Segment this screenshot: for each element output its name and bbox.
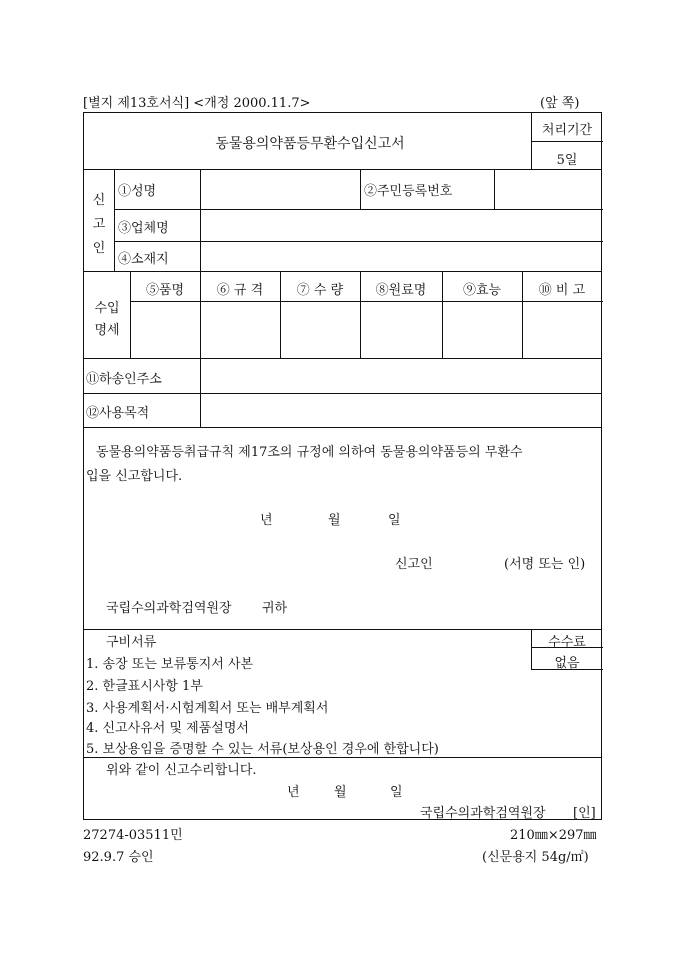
import-details-label-1: 수입 [94,301,120,316]
form-title: 동물용의약품등무환수입신고서 [215,136,405,152]
column-specification: ⑥ 규 격 [216,283,264,298]
form-number: [별지 제13호서식] <개정 2000.11.7> [83,96,311,111]
required-documents-title: 구비서류 [106,635,157,650]
official-seal-mark: [인] [573,806,596,821]
import-details-label-2: 명세 [94,323,120,338]
declaration-line-1: 동물용의약품등취급규칙 제17조의 규정에 의하여 동물용의약품등의 무환수 [96,445,523,460]
page-side: (앞 쪽) [540,96,580,111]
acceptance-text: 위와 같이 신고수리합니다. [106,763,257,778]
processing-period-value: 5일 [556,153,578,168]
acceptance-date-year: 년 [287,785,300,800]
signature-instruction: (서명 또는 인) [504,557,586,572]
purpose-label: ⑫사용목적 [86,406,150,421]
applicant-label-2: 고 [92,217,106,232]
column-quantity: ⑦ 수 량 [296,283,344,298]
paper-size: 210㎜×297㎜ [510,828,597,843]
declaration-date-month: 월 [328,513,341,528]
acceptance-date-day: 일 [390,785,403,800]
column-efficacy: ⑨효능 [462,283,502,298]
applicant-label-3: 인 [92,241,106,256]
column-remarks: ⑩ 비 고 [538,283,586,298]
document-item-1: 1. 송장 또는 보류통지서 사본 [86,657,254,672]
column-product-name: ⑤품명 [145,283,185,298]
document-item-4: 4. 신고사유서 및 제품설명서 [86,721,249,736]
processing-period-label: 처리기간 [541,123,593,138]
name-label: ①성명 [118,184,157,199]
shipper-address-label: ⑪하송인주소 [86,372,162,387]
resident-number-label: ②주민등록번호 [364,184,453,199]
form-code: 27274-03511민 [83,828,183,843]
acceptance-authority: 국립수의과학검역원장 [420,806,546,821]
column-raw-material: ⑧원료명 [375,283,427,298]
approval-date: 92.9.7 승인 [83,850,154,865]
declaration-line-2: 입을 신고합니다. [86,469,183,484]
declaration-date-day: 일 [388,513,401,528]
declaration-form [83,112,602,820]
paper-type: (신문용지 54g/㎡) [482,850,589,865]
applicant-signature-label: 신고인 [395,557,433,572]
document-item-3: 3. 사용계획서·시험계획서 또는 배부계획서 [86,701,329,716]
address-label: ④소재지 [118,252,169,267]
fee-label: 수수료 [548,635,586,650]
recipient-honorific: 귀하 [262,601,288,616]
acceptance-date-month: 월 [334,785,347,800]
declaration-date-year: 년 [260,513,273,528]
document-item-2: 2. 한글표시사항 1부 [86,679,203,694]
document-item-5: 5. 보상용임을 증명할 수 있는 서류(보상용인 경우에 한합니다) [86,742,439,757]
recipient-authority: 국립수의과학검역원장 [106,601,232,616]
applicant-label-1: 신 [92,193,106,208]
fee-value: 없음 [554,656,580,671]
company-label: ③업체명 [118,221,169,236]
